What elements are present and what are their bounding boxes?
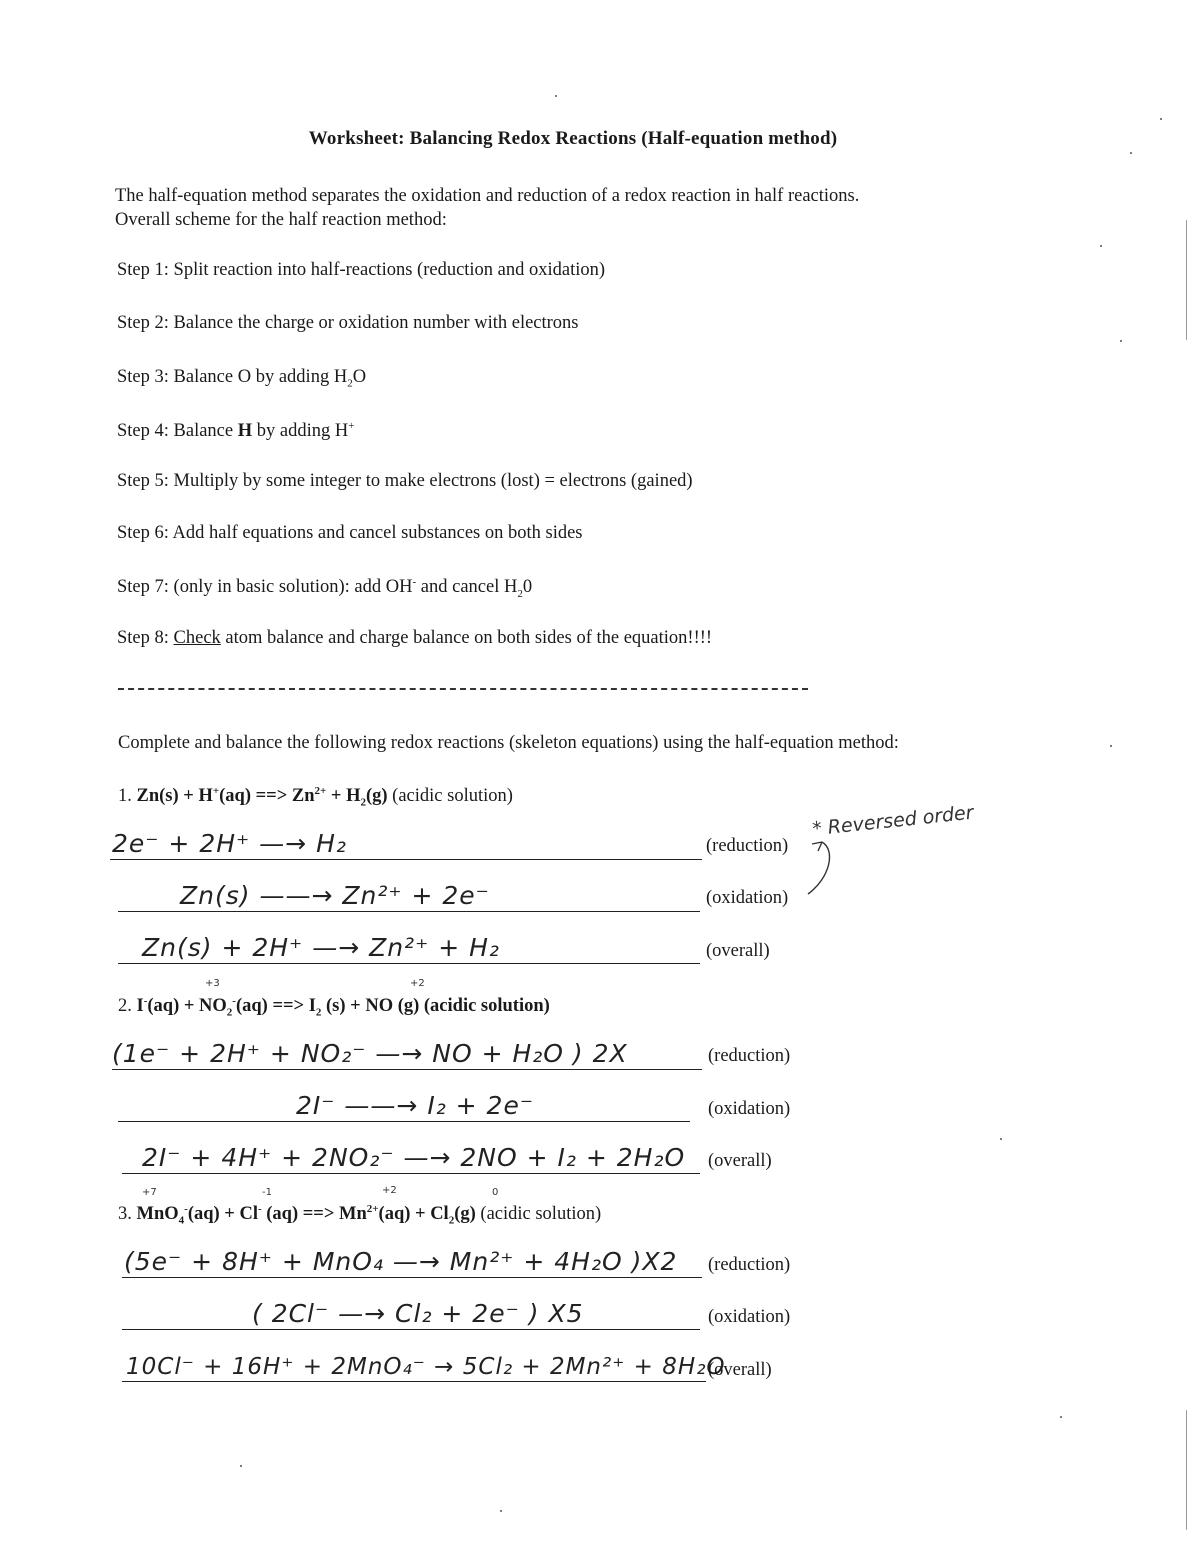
scan-speck (1120, 340, 1122, 342)
p2-sup-a: - (143, 995, 148, 1007)
p3-eq-a: MnO (136, 1204, 179, 1225)
answer-line (122, 1277, 702, 1278)
p2-sub-a: 2 (226, 1006, 233, 1019)
scan-speck (1160, 118, 1162, 120)
p3-sup-a: - (184, 1203, 188, 1215)
step-8-underlined: Check (173, 628, 221, 648)
step-3-sub: 2 (347, 377, 353, 390)
step-7-mid: and cancel H (416, 577, 518, 598)
p3-eq-e: (g) (454, 1204, 476, 1225)
step-2: Step 2: Balance the charge or oxidation number with electrons (117, 313, 579, 333)
p3-oxidation-number-cl: -1 (262, 1187, 272, 1198)
step-4-mid: by adding H (252, 421, 349, 442)
p1-overall-answer: Zn(s) + 2H⁺ —→ Zn²⁺ + H₂ (142, 933, 500, 962)
scan-speck (500, 1510, 502, 1512)
problem-2-equation (118, 995, 550, 1019)
section-divider (118, 688, 808, 690)
p1-reduction-row (110, 826, 710, 860)
p3-overall-row (122, 1348, 726, 1382)
p2-reduction-label: (reduction) (708, 1046, 791, 1066)
p2-overall-label: (overall) (708, 1151, 772, 1171)
scan-speck (240, 1465, 242, 1467)
scan-speck (1060, 1416, 1062, 1418)
scan-speck (1000, 1138, 1002, 1140)
step-7-text: Step 7: (only in basic solution): add OH (117, 577, 413, 598)
problem-1-equation (118, 785, 513, 809)
p3-overall-answer: 10Cl⁻ + 16H⁺ + 2MnO₄⁻ → 5Cl₂ + 2Mn²⁺ + 8H₂O (126, 1354, 726, 1380)
p2-oxidation-answer: 2I⁻ ——→ I₂ + 2e⁻ (296, 1091, 535, 1120)
answer-line (122, 1173, 700, 1174)
p3-sup-c: 2+ (366, 1203, 379, 1215)
step-8-rest: atom balance and charge balance on both sides of the equation!!!! (220, 628, 713, 648)
answer-line (118, 1121, 690, 1122)
p1-eq-b: (aq) ==> Zn (219, 786, 315, 807)
p1-overall-label: (overall) (706, 941, 770, 961)
scan-edge (1186, 220, 1187, 340)
step-3 (117, 367, 366, 390)
p2-reduction-row (112, 1036, 708, 1070)
p3-oxidation-number-cl2: 0 (492, 1187, 499, 1198)
p2-overall-row (122, 1140, 708, 1174)
step-3-text: Step 3: Balance O by adding H (117, 367, 348, 387)
intro-paragraph (115, 184, 859, 232)
curved-arrow-icon (800, 838, 840, 898)
problem-1-number: 1. (118, 786, 137, 807)
margin-note: * Reversed order (811, 801, 975, 841)
p2-oxidation-number-no: +2 (410, 978, 425, 989)
problem-3-number: 3. (118, 1204, 137, 1225)
step-4-bold: H (237, 421, 253, 442)
p3-eq-b: (aq) + Cl (187, 1204, 258, 1225)
answer-line (122, 1329, 700, 1330)
p1-reduction-answer: 2e⁻ + 2H⁺ —→ H₂ (112, 829, 347, 858)
scan-speck (1110, 745, 1112, 747)
answer-line (112, 1069, 702, 1070)
scan-speck (1130, 152, 1132, 154)
p3-sup-b: - (257, 1203, 262, 1215)
p1-eq-c: + H (326, 786, 361, 807)
scan-speck (1100, 245, 1102, 247)
p1-eq-d: (g) (365, 786, 388, 807)
p3-oxidation-label: (oxidation) (708, 1307, 791, 1327)
p2-oxidation-row (118, 1088, 708, 1122)
step-3-end: O (352, 367, 367, 387)
p1-oxidation-answer: Zn(s) ——→ Zn²⁺ + 2e⁻ (180, 881, 490, 910)
p2-sup-b: - (232, 995, 236, 1007)
scan-speck (555, 95, 557, 97)
p2-oxidation-number-n: +3 (205, 978, 220, 989)
p3-eq-c: (aq) ==> Mn (261, 1204, 367, 1225)
answer-line (110, 859, 702, 860)
p2-oxidation-label: (oxidation) (708, 1099, 791, 1119)
p2-sub-b: 2 (315, 1006, 322, 1019)
step-7-sup: - (412, 576, 417, 588)
step-7 (117, 576, 532, 600)
step-8 (117, 628, 712, 649)
step-4 (117, 420, 354, 442)
step-8-text: Step 8: (117, 628, 174, 648)
answer-line (122, 1381, 706, 1382)
p1-eq-a: Zn(s) + H (136, 786, 213, 807)
step-7-end: 0 (522, 577, 533, 598)
p2-eq-a: I (136, 996, 144, 1017)
p3-oxidation-number-mn: +7 (142, 1187, 157, 1198)
p2-eq-b: (aq) + NO (147, 996, 227, 1017)
page-title: Worksheet: Balancing Redox Reactions (Half-equation method) (308, 128, 838, 149)
step-1: Step 1: Split reaction into half-reactions (reduction and oxidation) (117, 260, 606, 280)
step-5: Step 5: Multiply by some integer to make electrons (lost) = electrons (gained) (117, 471, 693, 491)
p3-reduction-answer: (5e⁻ + 8H⁺ + MnO₄ —→ Mn²⁺ + 4H₂O )X2 (124, 1247, 678, 1276)
p1-overall-row (118, 930, 708, 964)
p1-sub-a: 2 (360, 796, 366, 809)
answer-line (118, 963, 700, 964)
step-6: Step 6: Add half equations and cancel substances on both sides (117, 523, 583, 543)
intro-line-1: The half-equation method separates the oxidation and reduction of a redox reaction in half reactions. (115, 186, 860, 206)
p2-reduction-answer: (1e⁻ + 2H⁺ + NO₂⁻ —→ NO + H₂O ) 2X (112, 1039, 628, 1068)
p3-oxidation-answer: ( 2Cl⁻ —→ Cl₂ + 2e⁻ ) X5 (252, 1299, 584, 1328)
p2-eq-c: (aq) ==> I (235, 996, 316, 1017)
p3-oxidation-row (122, 1296, 708, 1330)
step-4-sup: + (348, 420, 355, 432)
p3-reduction-label: (reduction) (708, 1255, 791, 1275)
p1-sup-b: 2+ (314, 785, 327, 797)
answer-line (118, 911, 700, 912)
problem-3-equation (118, 1203, 601, 1227)
p3-sub-b: 2 (448, 1214, 455, 1227)
step-4-text: Step 4: Balance (117, 421, 238, 442)
p3-condition: (acidic solution) (475, 1204, 602, 1225)
p1-condition: (acidic solution) (387, 786, 513, 807)
intro-line-2: Overall scheme for the half reaction method: (115, 210, 447, 230)
exercise-prompt: Complete and balance the following redox reactions (skeleton equations) using the half-equation method: (118, 733, 899, 753)
p3-sub-a: 4 (178, 1214, 185, 1227)
p1-sup-a: + (212, 785, 220, 797)
problem-2-number: 2. (118, 996, 137, 1017)
p2-eq-d: (s) + NO (g) (acidic solution) (321, 996, 550, 1017)
p3-eq-d: (aq) + Cl (378, 1204, 449, 1225)
p1-oxidation-row (118, 878, 708, 912)
scan-edge (1186, 1410, 1187, 1530)
p1-oxidation-label: (oxidation) (706, 888, 789, 908)
p1-reduction-label: (reduction) (706, 836, 789, 856)
step-7-sub: 2 (517, 587, 523, 600)
p3-overall-label: (overall) (708, 1360, 772, 1380)
p3-oxidation-number-mn2: +2 (382, 1185, 397, 1196)
p3-reduction-row (122, 1244, 708, 1278)
p2-overall-answer: 2I⁻ + 4H⁺ + 2NO₂⁻ —→ 2NO + I₂ + 2H₂O (142, 1143, 686, 1172)
